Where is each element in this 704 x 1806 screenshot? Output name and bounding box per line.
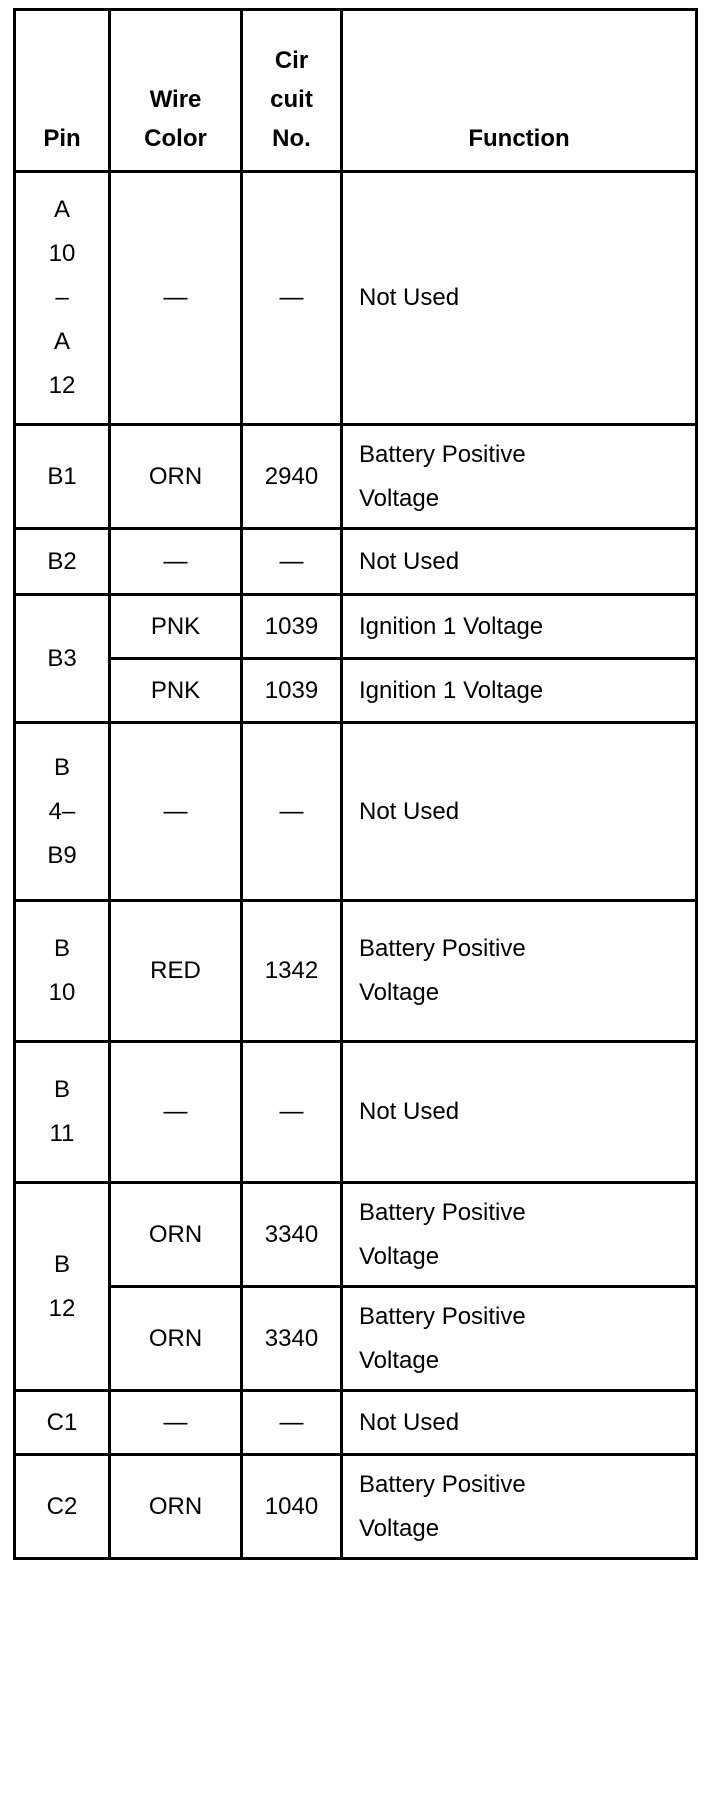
pin-label-line: 12 bbox=[48, 372, 76, 399]
table-row bbox=[15, 172, 697, 425]
header-circuit-number bbox=[242, 10, 342, 172]
wire-color-cell: — bbox=[110, 529, 242, 595]
wire-color-cell: ORN bbox=[110, 1183, 242, 1287]
pin-label-line: – bbox=[55, 284, 69, 311]
function-cell bbox=[342, 425, 697, 529]
function-text-line: Not Used bbox=[359, 547, 460, 575]
function-text-line: Ignition 1 Voltage bbox=[359, 612, 544, 640]
table-row bbox=[15, 1455, 697, 1559]
function-cell bbox=[342, 172, 697, 425]
pin-cell bbox=[15, 901, 110, 1042]
circuit-number-cell: 3340 bbox=[242, 1287, 342, 1391]
function-cell bbox=[342, 529, 697, 595]
function-text-line: Voltage bbox=[359, 979, 440, 1006]
table-row bbox=[15, 1183, 697, 1287]
function-cell bbox=[342, 1183, 697, 1287]
function-cell bbox=[342, 1391, 697, 1455]
wire-color-cell: — bbox=[110, 1391, 242, 1455]
header-label-line: Cir bbox=[274, 47, 309, 74]
pin-label-line: 12 bbox=[48, 1294, 76, 1322]
function-cell bbox=[342, 1287, 697, 1391]
function-text-line: Voltage bbox=[359, 1346, 440, 1374]
pin-label-line: B bbox=[53, 1250, 70, 1278]
header-label-line: Function bbox=[468, 125, 570, 152]
table-row bbox=[15, 901, 697, 1042]
pin-label-line: A bbox=[53, 328, 70, 355]
pin-cell bbox=[15, 1042, 110, 1183]
pin-label-line: B9 bbox=[47, 841, 77, 869]
function-cell bbox=[342, 901, 697, 1042]
function-text-line: Battery Positive bbox=[359, 440, 526, 468]
circuit-number-cell: 1039 bbox=[242, 659, 342, 723]
header-row bbox=[15, 10, 697, 172]
pin-label-line: B2 bbox=[47, 547, 77, 575]
circuit-number-cell: — bbox=[242, 172, 342, 425]
pin-label-line: 10 bbox=[48, 240, 76, 267]
function-text-line: Not Used bbox=[359, 1408, 460, 1436]
function-cell bbox=[342, 1455, 697, 1559]
pin-label-line: B bbox=[53, 935, 70, 962]
pin-label-line: A bbox=[53, 196, 70, 223]
table-header bbox=[15, 10, 697, 172]
function-cell bbox=[342, 659, 697, 723]
function-text-line: Not Used bbox=[359, 1098, 460, 1125]
circuit-number-cell: 2940 bbox=[242, 425, 342, 529]
wire-color-cell: — bbox=[110, 1042, 242, 1183]
table-row bbox=[15, 425, 697, 529]
wire-color-cell: — bbox=[110, 172, 242, 425]
header-wire-color bbox=[110, 10, 242, 172]
pin-label-line: C2 bbox=[46, 1492, 78, 1520]
header-pin bbox=[15, 10, 110, 172]
wire-color-cell: RED bbox=[110, 901, 242, 1042]
table-row bbox=[15, 1391, 697, 1455]
wire-color-cell: ORN bbox=[110, 1287, 242, 1391]
connector-pinout-table bbox=[13, 8, 698, 1560]
wire-color-cell: — bbox=[110, 723, 242, 901]
function-cell bbox=[342, 1042, 697, 1183]
function-text-line: Ignition 1 Voltage bbox=[359, 676, 544, 704]
table-body bbox=[15, 172, 697, 1559]
pin-label-line: B bbox=[53, 753, 70, 781]
pin-cell bbox=[15, 1391, 110, 1455]
function-text-line: Voltage bbox=[359, 484, 440, 512]
circuit-number-cell: 1039 bbox=[242, 595, 342, 659]
pin-label-line: C1 bbox=[46, 1408, 78, 1436]
function-text-line: Battery Positive bbox=[359, 1198, 526, 1226]
table-row bbox=[15, 723, 697, 901]
circuit-number-cell: 3340 bbox=[242, 1183, 342, 1287]
pin-cell bbox=[15, 1183, 110, 1391]
pin-label-line: B1 bbox=[47, 462, 77, 490]
table-row bbox=[15, 529, 697, 595]
header-label-line: Wire bbox=[149, 86, 202, 113]
circuit-number-cell: — bbox=[242, 529, 342, 595]
function-text-line: Not Used bbox=[359, 797, 460, 825]
pin-label-line: B bbox=[53, 1076, 70, 1103]
circuit-number-cell: — bbox=[242, 1391, 342, 1455]
header-label-line: No. bbox=[272, 125, 311, 152]
wire-color-cell: PNK bbox=[110, 659, 242, 723]
wire-color-cell: ORN bbox=[110, 425, 242, 529]
circuit-number-cell: — bbox=[242, 1042, 342, 1183]
header-label-line: Pin bbox=[43, 125, 81, 152]
table-row bbox=[15, 1042, 697, 1183]
circuit-number-cell: 1342 bbox=[242, 901, 342, 1042]
wire-color-cell: ORN bbox=[110, 1455, 242, 1559]
function-text-line: Voltage bbox=[359, 1242, 440, 1270]
function-cell bbox=[342, 723, 697, 901]
function-cell bbox=[342, 595, 697, 659]
wire-color-cell: PNK bbox=[110, 595, 242, 659]
pin-label-line: B3 bbox=[47, 644, 77, 672]
pin-label-line: 10 bbox=[48, 979, 76, 1006]
pin-label-line: 4– bbox=[48, 797, 76, 825]
pin-cell bbox=[15, 172, 110, 425]
function-text-line: Battery Positive bbox=[359, 1302, 526, 1330]
table-row bbox=[15, 595, 697, 659]
circuit-number-cell: — bbox=[242, 723, 342, 901]
function-text-line: Voltage bbox=[359, 1514, 440, 1542]
function-text-line: Battery Positive bbox=[359, 1470, 526, 1498]
pin-cell bbox=[15, 1455, 110, 1559]
table-row bbox=[15, 659, 697, 723]
pin-cell bbox=[15, 595, 110, 723]
pin-cell bbox=[15, 425, 110, 529]
pin-cell bbox=[15, 723, 110, 901]
pin-cell bbox=[15, 529, 110, 595]
pin-label-line: 11 bbox=[49, 1120, 75, 1147]
function-text-line: Not Used bbox=[359, 284, 460, 311]
header-label-line: Color bbox=[144, 125, 207, 152]
header-label-line: cuit bbox=[270, 86, 313, 113]
header-function bbox=[342, 10, 697, 172]
table-row bbox=[15, 1287, 697, 1391]
circuit-number-cell: 1040 bbox=[242, 1455, 342, 1559]
function-text-line: Battery Positive bbox=[359, 935, 526, 962]
